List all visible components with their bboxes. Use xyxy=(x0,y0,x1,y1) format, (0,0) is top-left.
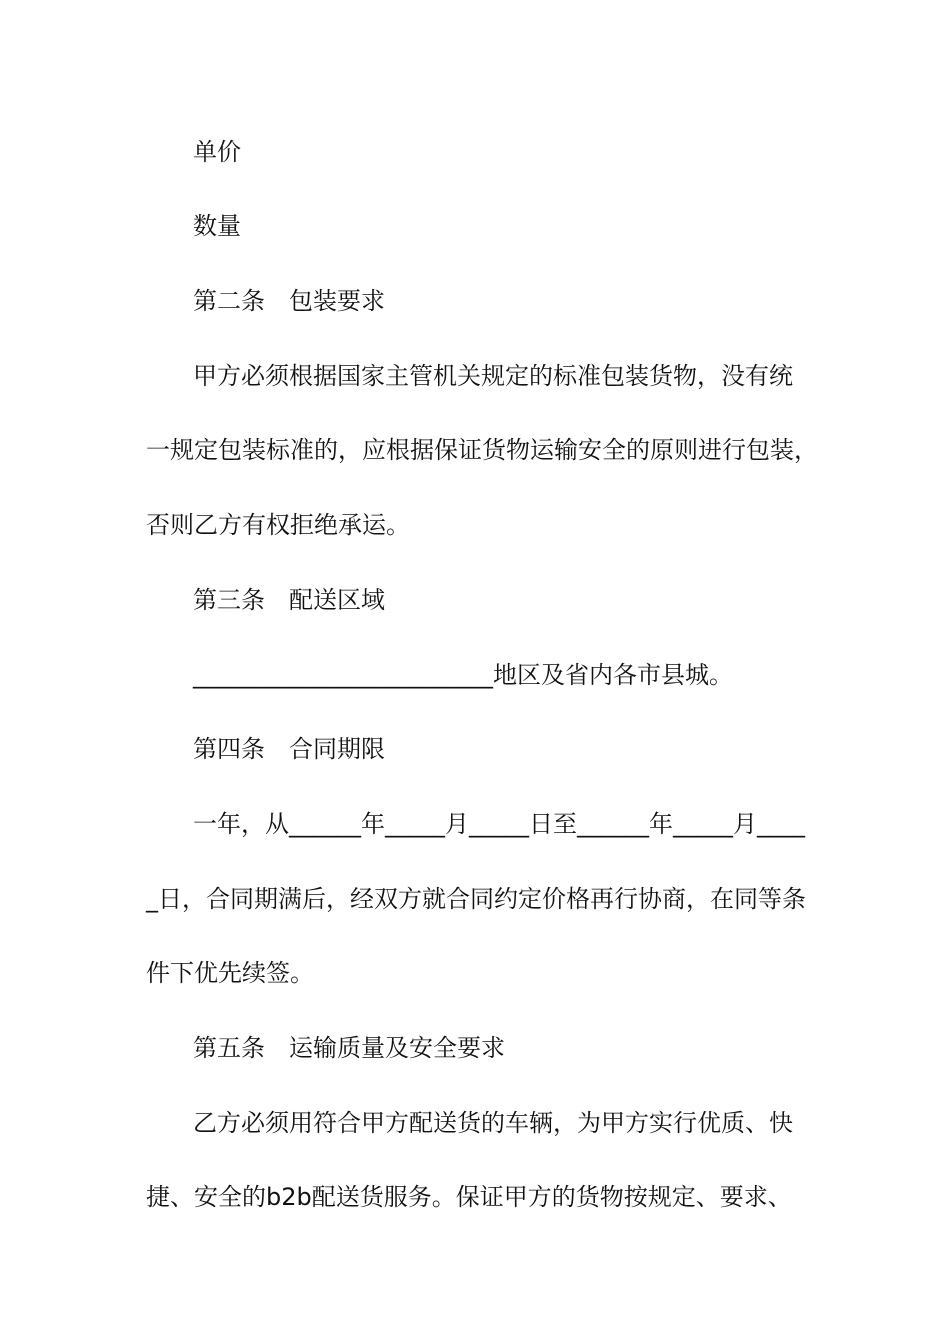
article-2-heading: 第二条 包装要求 xyxy=(193,287,385,315)
article-3-body-line-1: _________________________地区及省内各市县城。 xyxy=(193,661,733,689)
quantity-label: 数量 xyxy=(193,212,241,240)
article-5-heading: 第五条 运输质量及安全要求 xyxy=(193,1034,505,1062)
article-4-body-line-2: _日，合同期满后，经双方就合同约定价格再行协商，在同等条 xyxy=(146,885,806,913)
article-2-body-line-1: 甲方必须根据国家主管机关规定的标准包装货物，没有统 xyxy=(193,362,793,390)
article-2-body-line-3: 否则乙方有权拒绝承运。 xyxy=(146,511,410,539)
article-4-body-line-1: 一年，从______年_____月_____日至______年_____月____ xyxy=(193,810,805,838)
article-5-body-line-1: 乙方必须用符合甲方配送货的车辆，为甲方实行优质、快 xyxy=(193,1109,793,1137)
article-4-heading: 第四条 合同期限 xyxy=(193,735,385,763)
article-4-body-line-3: 件下优先续签。 xyxy=(146,959,314,987)
article-3-heading: 第三条 配送区域 xyxy=(193,586,385,614)
article-5-body-line-2: 捷、安全的b2b配送货服务。保证甲方的货物按规定、要求、 xyxy=(146,1183,792,1211)
article-2-body-line-2: 一规定包装标准的，应根据保证货物运输安全的原则进行包装， xyxy=(146,436,818,464)
unit-price-label: 单价 xyxy=(193,138,241,166)
